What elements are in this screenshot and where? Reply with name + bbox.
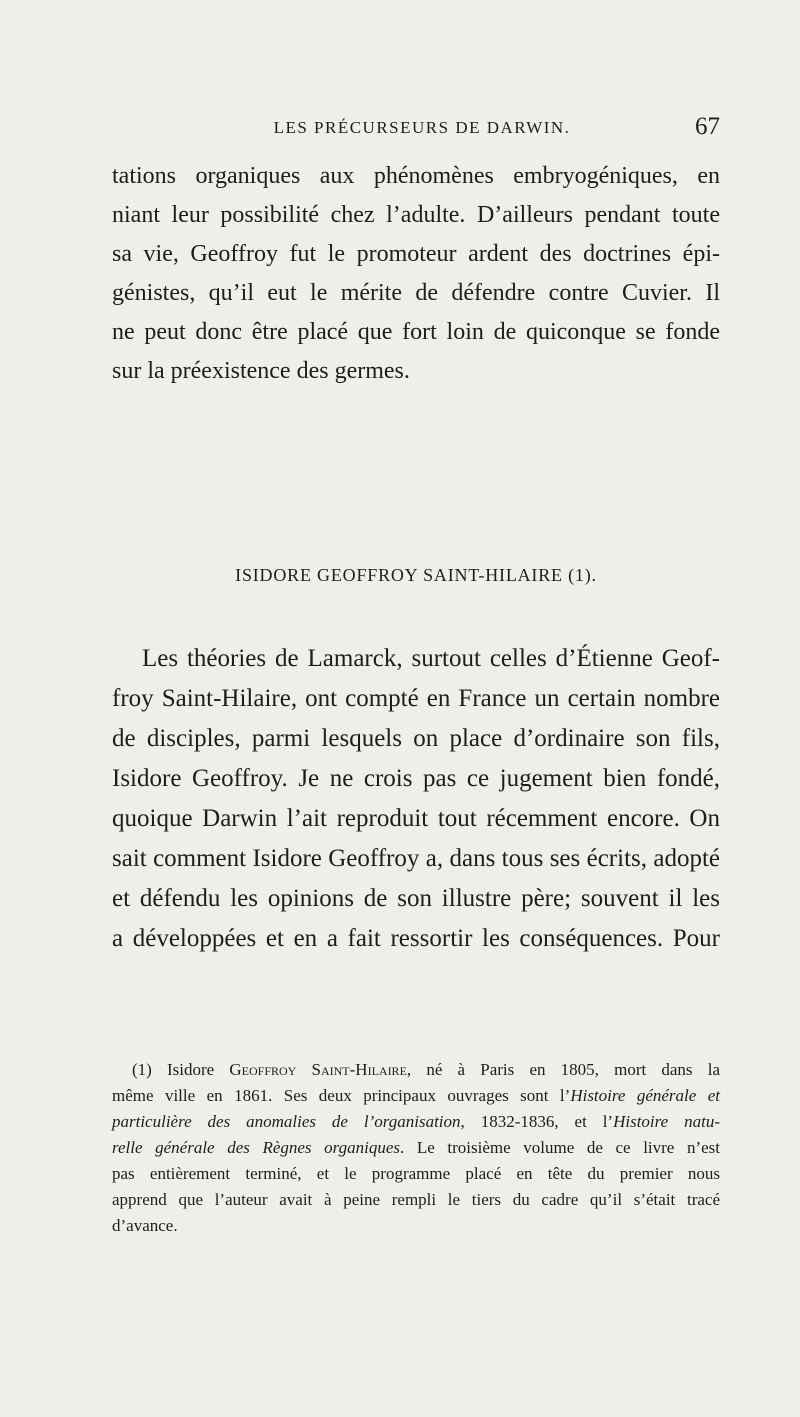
- footnote-book-title: Histoire générale et: [570, 1086, 720, 1105]
- footnote-text: , 1832-1836, et l’: [460, 1112, 614, 1131]
- footnote-line: d’avance.: [112, 1216, 178, 1235]
- footnote-text: , né à Paris en 1805, mort dans la: [406, 1060, 720, 1079]
- text-line: et défendu les opinions de son illustre père; souvent il les: [112, 885, 720, 912]
- footnote-author-name: Geoffroy Saint-Hilaire: [229, 1060, 407, 1079]
- text-line: froy Saint-Hilaire, ont compté en France un certain nombre: [112, 685, 720, 712]
- footnote-line: [112, 1057, 720, 1083]
- running-title: LES PRÉCURSEURS DE DARWIN.: [273, 118, 571, 137]
- text-line: ne peut donc être placé que fort loin de quiconque se fonde: [112, 319, 720, 345]
- footnote-line: [112, 1083, 720, 1109]
- footnote-book-title: particulière des anomalies de l’organisation: [112, 1112, 461, 1131]
- text-line: a développées et en a fait ressortir les conséquences. Pour: [112, 925, 720, 952]
- footnote-line: pas entièrement terminé, et le programme placé en tête du premier nous: [112, 1164, 720, 1183]
- paragraph-continuation: [112, 157, 720, 391]
- text-line: de disciples, parmi lesquels on place d’ordinaire son fils,: [112, 725, 720, 752]
- text-line: sur la préexistence des germes.: [112, 358, 410, 384]
- footnote-line: [112, 1109, 720, 1135]
- paragraph-main: [112, 639, 720, 959]
- section-heading: ISIDORE GEOFFROY SAINT-HILAIRE (1).: [235, 565, 597, 585]
- text-line: Les théories de Lamarck, surtout celles d’Étienne Geof-: [142, 645, 720, 672]
- footnote-line: apprend que l’auteur avait à peine rempli le tiers du cadre qu’il s’était tracé: [112, 1190, 720, 1209]
- text-line: sait comment Isidore Geoffroy a, dans tous ses écrits, adopté: [112, 845, 720, 872]
- text-line: génistes, qu’il eut le mérite de défendre contre Cuvier. Il: [112, 280, 720, 306]
- footnote-line: [112, 1135, 720, 1161]
- footnote-text: . Le troisième volume de ce livre n’est: [400, 1138, 720, 1157]
- text-line: quoique Darwin l’ait reproduit tout récemment encore. On: [112, 805, 720, 832]
- footnote-book-title: relle générale des Règnes organiques: [112, 1138, 401, 1157]
- text-line: tations organiques aux phénomènes embryogéniques, en: [112, 163, 720, 189]
- footnote: [112, 1057, 720, 1239]
- running-head: [124, 114, 720, 142]
- text-line: Isidore Geoffroy. Je ne crois pas ce jugement bien fondé,: [112, 765, 720, 792]
- text-line: sa vie, Geoffroy fut le promoteur ardent des doctrines épi-: [112, 241, 720, 267]
- footnote-text: (1) Isidore: [132, 1060, 230, 1079]
- footnote-text: même ville en 1861. Ses deux principaux ouvrages sont l’: [112, 1086, 571, 1105]
- footnote-book-title: Histoire natu-: [613, 1112, 720, 1131]
- text-line: niant leur possibilité chez l’adulte. D’ailleurs pendant toute: [112, 202, 720, 228]
- page-number: 67: [695, 113, 720, 140]
